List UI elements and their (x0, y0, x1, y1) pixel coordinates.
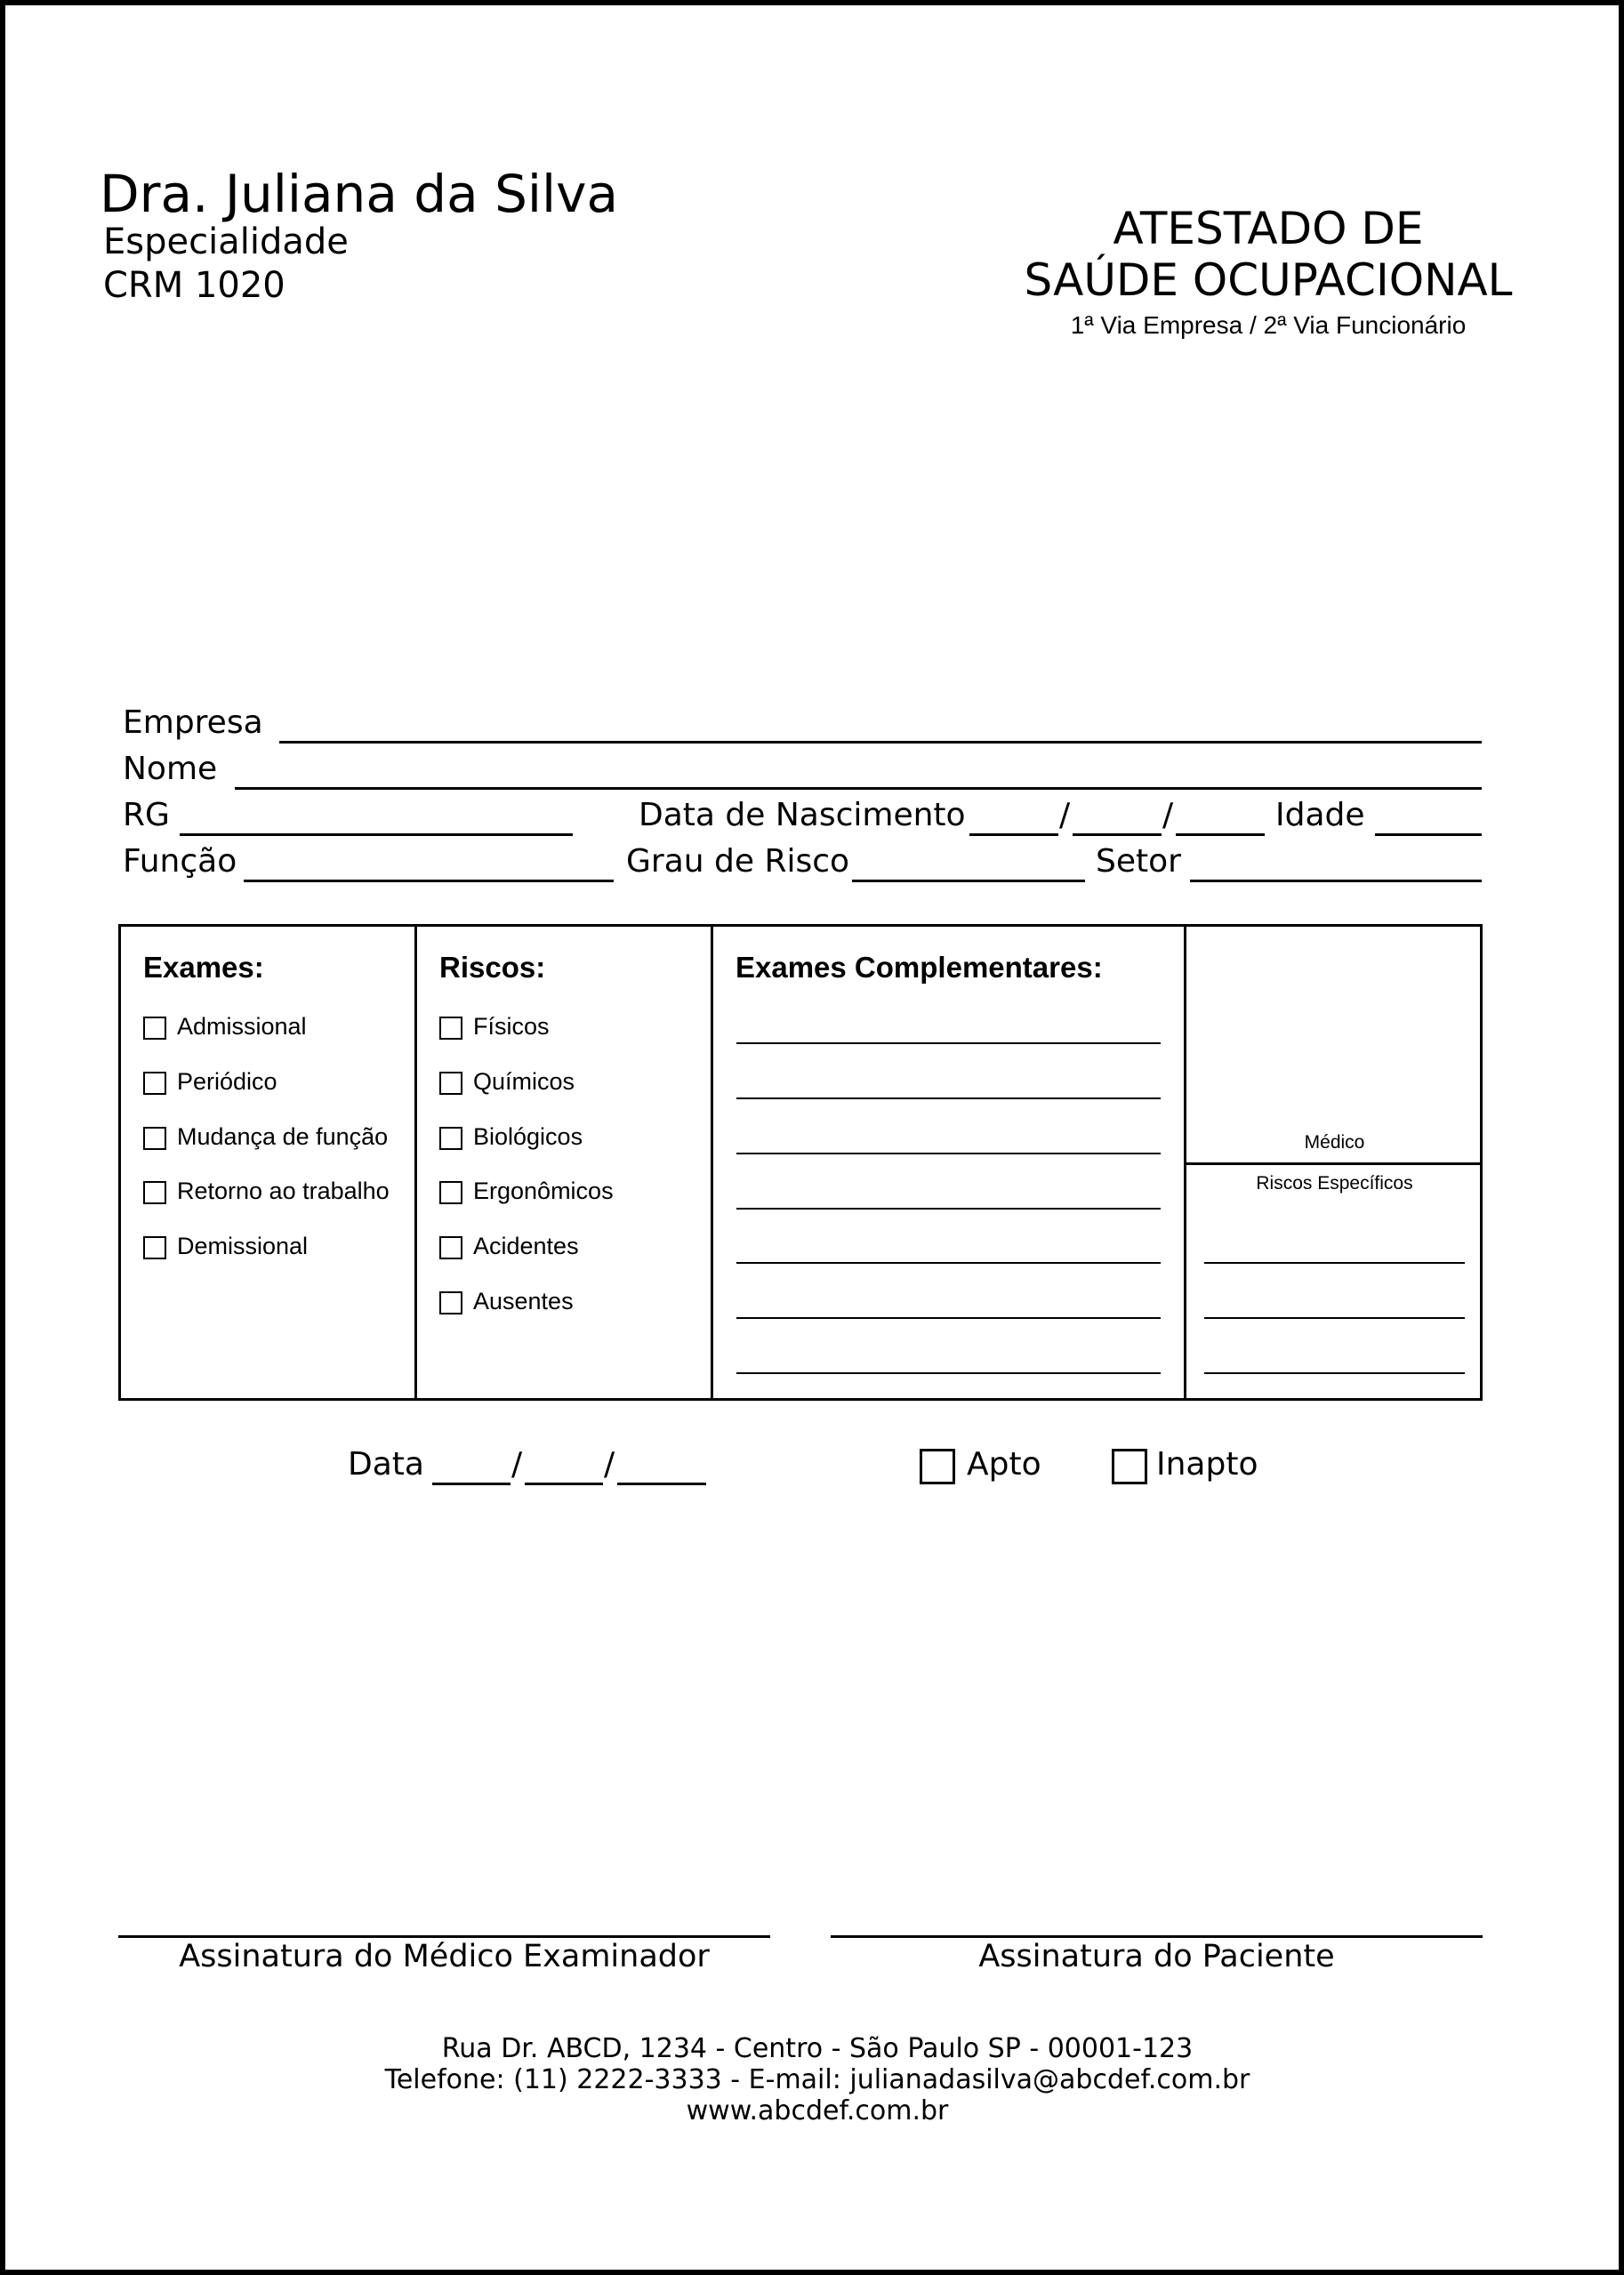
exame-checkbox-retorno[interactable] (143, 1181, 166, 1204)
date-slash: / (1059, 797, 1071, 833)
empresa-label: Empresa (123, 704, 263, 741)
exam-date-month-field[interactable] (525, 1483, 603, 1485)
exames-title: Exames: (143, 951, 264, 984)
nome-field[interactable] (235, 787, 1482, 790)
form-row-nome (123, 751, 1482, 792)
risco-checkbox-acidentes[interactable] (439, 1236, 462, 1259)
doctor-specialty: Especialidade (103, 221, 349, 262)
apto-label: Apto (967, 1446, 1041, 1483)
footer-contact: Telefone: (11) 2222-3333 - E-mail: julianadasilva@abcdef.com.br (384, 2064, 1250, 2095)
idade-label: Idade (1275, 797, 1365, 833)
risco-option-label: Físicos (473, 1013, 550, 1040)
complementar-line[interactable] (736, 1372, 1161, 1374)
exame-checkbox-admissional[interactable] (143, 1017, 166, 1040)
exame-option-label: Demissional (177, 1233, 309, 1259)
risco-especifico-line[interactable] (1204, 1262, 1465, 1264)
column-divider (414, 927, 417, 1398)
title-line-1: ATESTADO DE (1113, 203, 1424, 254)
nascimento-day-field[interactable] (969, 833, 1058, 836)
exam-date-row (348, 1446, 739, 1487)
riscos-title: Riscos: (439, 951, 546, 984)
exame-option-label: Retorno ao trabalho (177, 1178, 390, 1204)
risco-especifico-line[interactable] (1204, 1372, 1465, 1374)
exame-checkbox-mudanca[interactable] (143, 1127, 166, 1150)
setor-field[interactable] (1190, 880, 1482, 882)
risco-checkbox-ausentes[interactable] (439, 1291, 462, 1314)
doctor-crm: CRM 1020 (103, 265, 285, 306)
form-row-empresa (123, 704, 1482, 745)
rg-label: RG (123, 797, 170, 833)
setor-label: Setor (1096, 843, 1181, 880)
funcao-label: Função (123, 843, 237, 880)
title-line-2: SAÚDE OCUPACIONAL (1024, 254, 1513, 306)
exame-checkbox-demissional[interactable] (143, 1236, 166, 1259)
risco-option-label: Ergonômicos (473, 1178, 614, 1204)
column-divider (711, 927, 713, 1398)
form-row-funcao (123, 843, 1482, 884)
rg-field[interactable] (180, 833, 573, 836)
risco-option-label: Acidentes (473, 1233, 579, 1259)
complementar-line[interactable] (736, 1317, 1161, 1319)
grau-risco-label: Grau de Risco (626, 843, 850, 880)
empresa-field[interactable] (279, 741, 1482, 744)
inapto-checkbox[interactable] (1112, 1449, 1147, 1484)
risco-checkbox-quimicos[interactable] (439, 1072, 462, 1095)
riscos-especificos-label: Riscos Específicos (1256, 1173, 1413, 1194)
footer-address: Rua Dr. ABCD, 1234 - Centro - São Paulo SP - 00001-123 (441, 2033, 1194, 2064)
exams-table (118, 924, 1483, 1401)
nascimento-month-field[interactable] (1073, 833, 1162, 836)
date-slash: / (1162, 797, 1174, 833)
complementar-line[interactable] (736, 1042, 1161, 1044)
medico-label: Médico (1304, 1132, 1365, 1153)
exam-date-year-field[interactable] (617, 1483, 706, 1485)
exame-option-label: Admissional (177, 1013, 307, 1040)
form-row-rg (123, 797, 1482, 838)
complementar-line[interactable] (736, 1153, 1161, 1154)
complementar-line[interactable] (736, 1208, 1161, 1210)
funcao-field[interactable] (244, 880, 614, 882)
medico-signature-line[interactable] (118, 1935, 770, 1938)
doctor-name: Dra. Juliana da Silva (100, 164, 619, 224)
data-nascimento-label: Data de Nascimento (639, 797, 966, 833)
date-slash: / (604, 1446, 615, 1483)
risco-especifico-line[interactable] (1204, 1317, 1465, 1319)
complementar-line[interactable] (736, 1262, 1161, 1264)
exam-date-day-field[interactable] (432, 1483, 511, 1485)
risco-checkbox-biologicos[interactable] (439, 1127, 462, 1150)
risco-option-label: Ausentes (473, 1288, 574, 1314)
risco-checkbox-ergonomicos[interactable] (439, 1181, 462, 1204)
row-divider (1184, 1162, 1480, 1165)
idade-field[interactable] (1375, 833, 1482, 836)
footer-website: www.abcdef.com.br (686, 2095, 949, 2126)
risco-option-label: Químicos (473, 1068, 575, 1095)
grau-risco-field[interactable] (852, 880, 1085, 882)
copies-note: 1ª Via Empresa / 2ª Via Funcionário (1070, 311, 1467, 339)
medico-signature-label: Assinatura do Médico Examinador (179, 1939, 710, 1974)
document-title (1001, 203, 1535, 340)
risco-checkbox-fisicos[interactable] (439, 1017, 462, 1040)
nascimento-year-field[interactable] (1176, 833, 1265, 836)
complementar-line[interactable] (736, 1097, 1161, 1099)
nome-label: Nome (123, 751, 218, 787)
exame-option-label: Mudança de função (177, 1123, 389, 1150)
complementares-title: Exames Complementares: (736, 951, 1103, 984)
date-slash: / (511, 1446, 523, 1483)
exame-checkbox-periodico[interactable] (143, 1072, 166, 1095)
risco-option-label: Biológicos (473, 1123, 583, 1150)
apto-checkbox[interactable] (920, 1449, 955, 1484)
paciente-signature-line[interactable] (831, 1935, 1483, 1938)
inapto-label: Inapto (1156, 1446, 1258, 1483)
exam-date-label: Data (348, 1446, 424, 1483)
exame-option-label: Periódico (177, 1068, 277, 1095)
paciente-signature-label: Assinatura do Paciente (978, 1939, 1335, 1974)
